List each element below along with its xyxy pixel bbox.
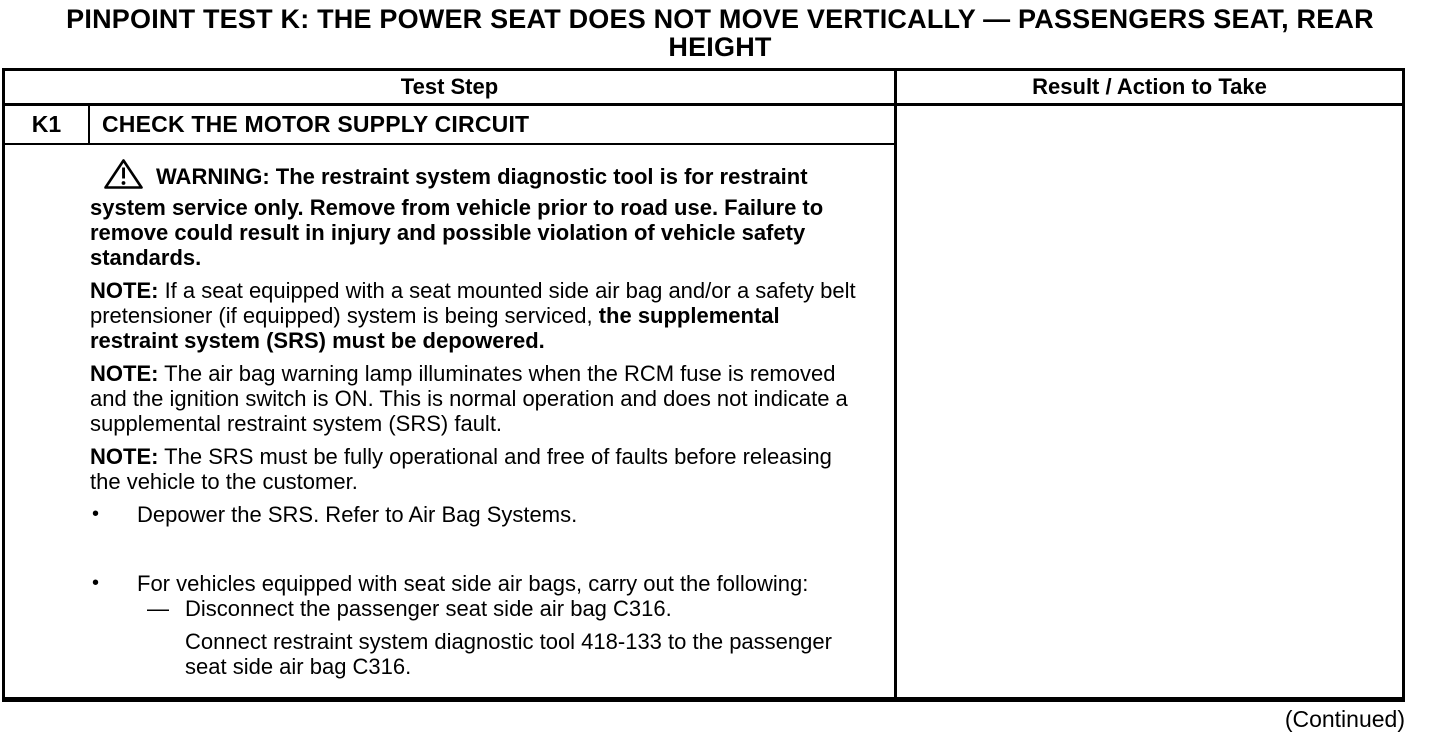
note-bold-text: the supplemental restraint system (SRS) must be depowered. <box>90 303 780 353</box>
bullet-icon: • <box>92 572 100 594</box>
bullet-icon: • <box>92 503 100 525</box>
note-label: NOTE: <box>90 278 159 303</box>
note-paragraph-3 <box>90 444 866 494</box>
note-label: NOTE: <box>90 444 159 469</box>
list-item-seat-side-air-bags <box>90 571 866 679</box>
result-action-cell <box>897 145 1402 697</box>
page-title-line1: PINPOINT TEST K: THE POWER SEAT DOES NOT MOVE VERTICALLY — PASSENGERS SEAT, REAR <box>66 4 1374 34</box>
list-item-text: Depower the SRS. Refer to Air Bag Systems. <box>137 502 578 527</box>
column-header-result-action: Result / Action to Take <box>1032 74 1267 99</box>
warning-paragraph <box>90 158 866 270</box>
dash-icon: — <box>147 596 169 621</box>
warning-text: WARNING: The restraint system diagnostic tool is for restraint system service only. Remove from vehicle prior to road use. Failure to remove could result in injury and possible violation of vehicle safety standards. <box>90 164 824 270</box>
list-item-body <box>137 571 866 679</box>
list-item-text: For vehicles equipped with seat side air bags, carry out the following: <box>137 571 809 596</box>
page-title <box>0 5 1440 61</box>
sub-step-connect <box>147 629 866 679</box>
note-text: If a seat equipped with a seat mounted side air bag and/or a safety belt pretensioner (if equipped) system is being serviced, <box>90 278 856 328</box>
table-header-row <box>5 71 1402 106</box>
sub-step-text: Disconnect the passenger seat side air bag C316. <box>185 596 672 621</box>
pinpoint-test-table <box>2 68 1405 702</box>
column-header-test-step: Test Step <box>5 71 897 103</box>
note-text: The air bag warning lamp illuminates when the RCM fuse is removed and the ignition switch is ON. This is normal operation and does not indicate a supplemental restraint system (SRS) fault. <box>90 361 848 436</box>
note-text: The SRS must be fully operational and free of faults before releasing the vehicle to the customer. <box>90 444 832 494</box>
warning-triangle-icon <box>103 158 144 195</box>
sub-step-text: Connect restraint system diagnostic tool 418-133 to the passenger seat side air bag C316. <box>185 629 832 679</box>
note-paragraph-1 <box>90 278 866 353</box>
continued-label: (Continued) <box>1284 706 1405 732</box>
note-label: NOTE: <box>90 361 159 386</box>
step-title-row <box>5 106 1402 145</box>
step-title-result-spacer <box>897 106 1402 145</box>
page-title-line2: HEIGHT <box>668 32 772 62</box>
note-paragraph-2 <box>90 361 866 436</box>
step-body-row <box>5 145 1402 697</box>
test-step-cell <box>5 145 897 697</box>
dash-spacer <box>147 629 185 679</box>
sub-step-disconnect <box>147 596 866 621</box>
step-id: K1 <box>5 106 90 145</box>
step-title: CHECK THE MOTOR SUPPLY CIRCUIT <box>90 106 897 145</box>
list-item-depower-srs <box>90 502 866 527</box>
